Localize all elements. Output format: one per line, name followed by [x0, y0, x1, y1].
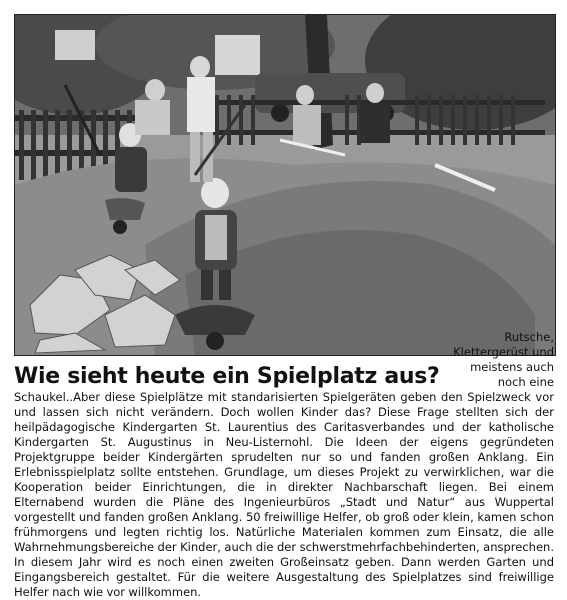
article-lead-in: Rutsche, Klettergerüst und meistens auch noch eine — [453, 330, 554, 389]
article — [14, 330, 554, 600]
article-body: Schaukel..Aber diese Spielplätze mit standarisierten Spielgeräten geben den Spielzweck vor und lassen sich nicht verändern. Doch wollen Kinder das? Diese Frage stellten sich der heilpädagogische Kindergarten St. Laurentius des Caritasverbandes und der katholische Kindergarten St. Augustinus in Neu-Listernohl. Die Ideen der eigens gegründeten Projektgruppe beider Kindergärten sprudelten nur so und fanden großen Anklang. Ein Erlebnisspielplatz sollte entstehen. Grundlage, um dieses Projekt zu verwirklichen, war die Kooperation beider Einrichtungen, die in direkter Nachbarschaft liegen. Bei einem Elternabend wurden die Pläne des Ingenieurbüros „Stadt und Natur“ aus Wuppertal vorgestellt und fanden großen Anklang. 50 freiwillige Helfer, ob groß oder klein, kamen schon frühmorgens und legten richtig los. Natürliche Materialen kommen zum Einsatz, die alle Wahrnehmungsbereiche der Kinder, auch die der schwerstmehrfachbehinderten, ansprechen. In diesem Jahr wird es noch einen zweiten Großeinsatz geben. Dann werden Garten und Eingangsbereich gestaltet. Für die weitere Ausgestaltung des Spielplatzes sind freiwillige Helfer nach wie vor willkommen. — [14, 390, 554, 599]
photo-illustration — [15, 15, 555, 355]
headline-row — [14, 330, 554, 390]
article-headline: Wie sieht heute ein Spielplatz aus? — [14, 364, 440, 389]
article-photo — [14, 14, 556, 356]
